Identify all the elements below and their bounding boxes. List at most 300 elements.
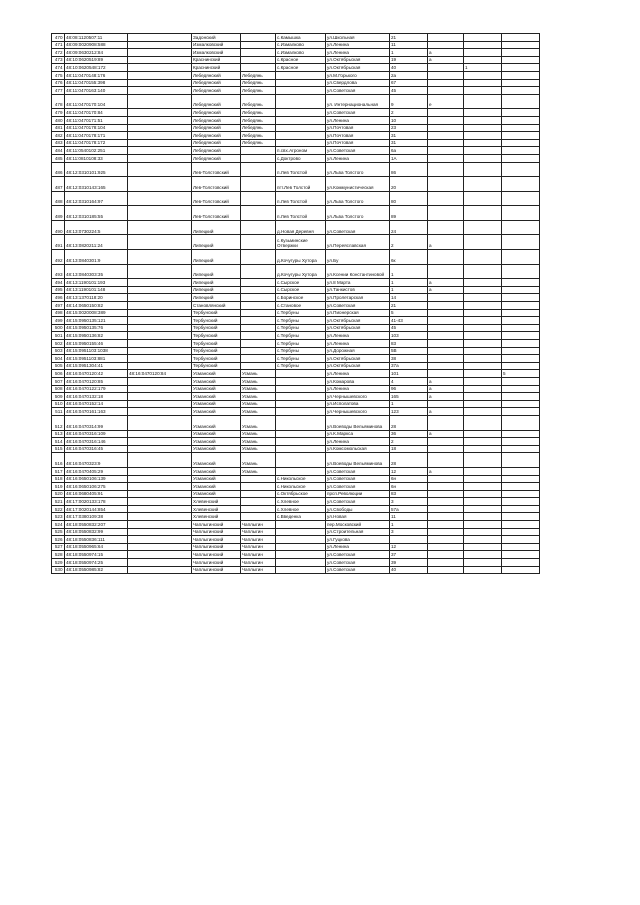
- row-number: 493: [52, 264, 65, 279]
- row-number: 524: [52, 521, 65, 529]
- street-name: ул.Новая: [326, 513, 390, 521]
- settlement-name: Усмань: [241, 393, 276, 401]
- cadastral-number: 48:11:0470148:176: [65, 71, 128, 79]
- cadastral-number: 48:15:0951103:881: [65, 355, 128, 363]
- settlement-name: Усмань: [241, 467, 276, 475]
- locality-name: с.Никольское: [276, 475, 326, 483]
- mark-column-1: [464, 528, 502, 536]
- cadastral-number-extra: [128, 400, 192, 408]
- house-number: 24: [390, 220, 428, 235]
- row-number: 504: [52, 355, 65, 363]
- row-number: 508: [52, 385, 65, 393]
- cadastral-number: 48:18:0550974:15: [65, 551, 128, 559]
- row-number: 471: [52, 41, 65, 49]
- house-letter: [428, 206, 464, 221]
- locality-name: [276, 467, 326, 475]
- row-number: 523: [52, 513, 65, 521]
- mark-column-1: [464, 415, 502, 430]
- row-number: 484: [52, 147, 65, 155]
- district-name: Усманский: [192, 438, 241, 446]
- settlement-name: [241, 324, 276, 332]
- district-name: Лебедянский: [192, 79, 241, 87]
- street-name: ул.Танкистов: [326, 286, 390, 294]
- mark-column-2: [502, 347, 540, 355]
- street-name: ул.Советская: [326, 498, 390, 506]
- house-number: 83: [390, 490, 428, 498]
- cadastral-number: 48:11:0540102:251: [65, 147, 128, 155]
- mark-column-1: [464, 467, 502, 475]
- house-letter: [428, 362, 464, 370]
- cadastral-number: 48:15:0020008:389: [65, 309, 128, 317]
- settlement-name: Усмань: [241, 408, 276, 416]
- street-name: ул.Ленина: [326, 385, 390, 393]
- house-letter: [428, 324, 464, 332]
- street-name: ул.Воеводы Вельяминова: [326, 415, 390, 430]
- row-number: 517: [52, 467, 65, 475]
- row-number: 470: [52, 34, 65, 42]
- cadastral-number-extra: [128, 94, 192, 109]
- cadastral-number-extra: [128, 505, 192, 513]
- cadastral-number-extra: [128, 177, 192, 192]
- mark-column-1: [464, 347, 502, 355]
- cadastral-number-extra: [128, 49, 192, 57]
- cadastral-number-extra: [128, 453, 192, 468]
- row-number: 511: [52, 408, 65, 416]
- district-name: Тербунский: [192, 317, 241, 325]
- settlement-name: Лебедянь: [241, 116, 276, 124]
- mark-column-1: [464, 250, 502, 265]
- cadastral-number-extra: [128, 87, 192, 95]
- house-letter: [428, 543, 464, 551]
- cadastral-number-extra: [128, 536, 192, 544]
- house-number: 31: [390, 139, 428, 147]
- row-number: 514: [52, 438, 65, 446]
- cadastral-number-extra: [128, 132, 192, 140]
- cadastral-number-extra: [128, 498, 192, 506]
- house-number: 23: [390, 124, 428, 132]
- district-name: Липецкий: [192, 294, 241, 302]
- row-number: 479: [52, 109, 65, 117]
- locality-name: с.Сырское: [276, 279, 326, 287]
- table-row: [52, 347, 540, 355]
- mark-column-2: [502, 154, 540, 162]
- cadastral-number-extra: [128, 347, 192, 355]
- mark-column-2: [502, 415, 540, 430]
- house-number: 1: [390, 286, 428, 294]
- table-row: [52, 206, 540, 221]
- cadastral-number-extra: [128, 317, 192, 325]
- cadastral-number: 48:16:0470122:179: [65, 385, 128, 393]
- street-name: ул.Советская: [326, 109, 390, 117]
- cadastral-number: 48:15:0950135:121: [65, 317, 128, 325]
- street-name: пер.Московский: [326, 521, 390, 529]
- cadastral-number: 48:11:0470163:140: [65, 87, 128, 95]
- house-number: 21: [390, 302, 428, 310]
- settlement-name: [241, 56, 276, 64]
- street-name: ул.Исполатова: [326, 400, 390, 408]
- street-name: ул.Советская: [326, 220, 390, 235]
- district-name: Усманский: [192, 445, 241, 453]
- district-name: Лебедянский: [192, 116, 241, 124]
- row-number: 502: [52, 340, 65, 348]
- house-letter: [428, 79, 464, 87]
- mark-column-2: [502, 355, 540, 363]
- cadastral-number-extra: [128, 415, 192, 430]
- cadastral-number-extra: 48:16:0470120:84: [128, 370, 192, 378]
- cadastral-number: 48:13:1190101:193: [65, 279, 128, 287]
- table-row: [52, 235, 540, 250]
- table-row: [52, 513, 540, 521]
- house-number: 37а: [390, 362, 428, 370]
- mark-column-2: [502, 340, 540, 348]
- house-number: 165: [390, 393, 428, 401]
- house-number: 20: [390, 177, 428, 192]
- house-number: 57а: [390, 505, 428, 513]
- house-letter: [428, 132, 464, 140]
- house-number: 41-43: [390, 317, 428, 325]
- street-name: прсп.Революции: [326, 490, 390, 498]
- mark-column-2: [502, 483, 540, 491]
- row-number: 510: [52, 400, 65, 408]
- house-number: 2а: [390, 71, 428, 79]
- cadastral-number: 48:08:1120507:11: [65, 34, 128, 42]
- locality-name: [276, 551, 326, 559]
- street-name: ул.Советская: [326, 87, 390, 95]
- settlement-name: Усмань: [241, 400, 276, 408]
- mark-column-1: [464, 264, 502, 279]
- mark-column-1: [464, 177, 502, 192]
- settlement-name: [241, 177, 276, 192]
- settlement-name: [241, 294, 276, 302]
- cadastral-number: 48:15:0951304:41: [65, 362, 128, 370]
- house-number: [390, 536, 428, 544]
- house-number: 19: [390, 56, 428, 64]
- street-name: ул.Октябрьская: [326, 362, 390, 370]
- settlement-name: [241, 34, 276, 42]
- mark-column-1: [464, 483, 502, 491]
- table-row: [52, 498, 540, 506]
- settlement-name: [241, 505, 276, 513]
- mark-column-2: [502, 498, 540, 506]
- house-number: 2: [390, 109, 428, 117]
- district-name: Липецкий: [192, 220, 241, 235]
- locality-name: [276, 430, 326, 438]
- locality-name: п.Лев Толстой: [276, 191, 326, 206]
- house-number: 11: [390, 513, 428, 521]
- cadastral-number-extra: [128, 302, 192, 310]
- cadastral-number-extra: [128, 566, 192, 574]
- settlement-name: Усмань: [241, 415, 276, 430]
- table-row: [52, 536, 540, 544]
- street-name: ул.Пионерская: [326, 309, 390, 317]
- table-row: [52, 49, 540, 57]
- cadastral-number: 48:18:0550832:207: [65, 521, 128, 529]
- row-number: 530: [52, 566, 65, 574]
- locality-name: [276, 400, 326, 408]
- cadastral-number: 48:11:0470171:51: [65, 116, 128, 124]
- mark-column-2: [502, 536, 540, 544]
- mark-column-2: [502, 521, 540, 529]
- district-name: Краснинский: [192, 56, 241, 64]
- house-number: 96: [390, 385, 428, 393]
- district-name: Задонский: [192, 34, 241, 42]
- mark-column-1: [464, 206, 502, 221]
- row-number: 525: [52, 528, 65, 536]
- table-row: [52, 294, 540, 302]
- settlement-name: [241, 154, 276, 162]
- cadastral-number: 48:16:0470316:109: [65, 430, 128, 438]
- cadastral-number: 48:14:0650150:82: [65, 302, 128, 310]
- table-row: [52, 385, 540, 393]
- settlement-name: Лебедянь: [241, 79, 276, 87]
- district-name: Лебедянский: [192, 154, 241, 162]
- cadastral-number-extra: [128, 41, 192, 49]
- mark-column-2: [502, 139, 540, 147]
- settlement-name: [241, 498, 276, 506]
- house-letter: [428, 147, 464, 155]
- mark-column-2: [502, 124, 540, 132]
- table-row: [52, 56, 540, 64]
- cadastral-number-extra: [128, 235, 192, 250]
- row-number: 528: [52, 551, 65, 559]
- settlement-name: [241, 162, 276, 177]
- mark-column-2: [502, 34, 540, 42]
- locality-name: с.Становое: [276, 302, 326, 310]
- row-number: 489: [52, 206, 65, 221]
- row-number: 498: [52, 309, 65, 317]
- locality-name: с.Красное: [276, 64, 326, 72]
- cadastral-number: 48:11:0470170:84: [65, 109, 128, 117]
- settlement-name: [241, 475, 276, 483]
- house-letter: [428, 340, 464, 348]
- locality-name: д.Новая Деревня: [276, 220, 326, 235]
- house-number: 5В: [390, 347, 428, 355]
- table-row: [52, 286, 540, 294]
- cadastral-number: 48:13:1190101:148: [65, 286, 128, 294]
- settlement-name: Лебедянь: [241, 71, 276, 79]
- cadastral-number: 48:11:0470178:104: [65, 124, 128, 132]
- mark-column-1: [464, 559, 502, 567]
- cadastral-number: 48:16:0470316:146: [65, 438, 128, 446]
- cadastral-number: 48:11:0470178:172: [65, 139, 128, 147]
- street-name: ул.Ксении Константиновой: [326, 264, 390, 279]
- cadastral-number: 48:16:0470316:45: [65, 445, 128, 453]
- row-number: 482: [52, 132, 65, 140]
- mark-column-1: [464, 317, 502, 325]
- district-name: Измалковский: [192, 41, 241, 49]
- row-number: 496: [52, 294, 65, 302]
- settlement-name: [241, 309, 276, 317]
- cadastral-number: 48:16:0470314:99: [65, 415, 128, 430]
- street-name: ул.8 Марта: [326, 279, 390, 287]
- street-name: ул.Октябрьская: [326, 324, 390, 332]
- mark-column-2: [502, 513, 540, 521]
- house-number: 31: [390, 132, 428, 140]
- table-row: [52, 124, 540, 132]
- cadastral-number-extra: [128, 490, 192, 498]
- table-row: [52, 132, 540, 140]
- settlement-name: Лебедянь: [241, 124, 276, 132]
- district-name: Лебедянский: [192, 109, 241, 117]
- settlement-name: Чаплыгин: [241, 543, 276, 551]
- table-row: [52, 362, 540, 370]
- mark-column-1: [464, 109, 502, 117]
- street-name: ул.Воеводы Вельяминова: [326, 453, 390, 468]
- locality-name: с.Тербуны: [276, 317, 326, 325]
- mark-column-2: [502, 94, 540, 109]
- district-name: Тербунский: [192, 332, 241, 340]
- mark-column-2: [502, 559, 540, 567]
- settlement-name: Усмань: [241, 377, 276, 385]
- settlement-name: [241, 332, 276, 340]
- street-name: ул.Советская: [326, 551, 390, 559]
- settlement-name: [241, 355, 276, 363]
- cadastral-number-extra: [128, 64, 192, 72]
- row-number: 483: [52, 139, 65, 147]
- house-number: 40: [390, 64, 428, 72]
- settlement-name: Чаплыгин: [241, 566, 276, 574]
- table-row: [52, 415, 540, 430]
- settlement-name: [241, 483, 276, 491]
- house-number: 9: [390, 94, 428, 109]
- locality-name: д.Кочугуры Хутора: [276, 264, 326, 279]
- street-name: ул.Строительная: [326, 528, 390, 536]
- locality-name: [276, 393, 326, 401]
- house-letter: [428, 116, 464, 124]
- table-row: [52, 154, 540, 162]
- cadastral-number: 48:18:0550974:25: [65, 559, 128, 567]
- cadastral-number-extra: [128, 521, 192, 529]
- row-number: 491: [52, 235, 65, 250]
- table-row: [52, 116, 540, 124]
- house-number: 21: [390, 34, 428, 42]
- locality-name: п.Лев Толстой: [276, 162, 326, 177]
- row-number: 475: [52, 71, 65, 79]
- district-name: Лев-Толстовский: [192, 177, 241, 192]
- cadastral-number: 48:11:0470170:104: [65, 94, 128, 109]
- house-letter: [428, 453, 464, 468]
- settlement-name: Усмань: [241, 385, 276, 393]
- house-number: 2: [390, 235, 428, 250]
- row-number: 486: [52, 162, 65, 177]
- locality-name: с.Измалково: [276, 49, 326, 57]
- house-number: 6н: [390, 475, 428, 483]
- table-row: [52, 475, 540, 483]
- street-name: ул.Ленина: [326, 332, 390, 340]
- locality-name: пгт.Лев Толстой: [276, 177, 326, 192]
- mark-column-1: [464, 475, 502, 483]
- house-letter: [428, 109, 464, 117]
- cadastral-number: 48:16:0470120:85: [65, 377, 128, 385]
- cadastral-number: 48:17:0020133:178: [65, 498, 128, 506]
- mark-column-2: [502, 286, 540, 294]
- mark-column-2: [502, 250, 540, 265]
- house-number: 3: [390, 498, 428, 506]
- house-letter: [428, 332, 464, 340]
- district-name: Липецкий: [192, 279, 241, 287]
- house-letter: а: [428, 408, 464, 416]
- house-number: 86: [390, 162, 428, 177]
- table-row: [52, 139, 540, 147]
- locality-name: с.Тербуны: [276, 340, 326, 348]
- row-number: 481: [52, 124, 65, 132]
- cadastral-number-extra: [128, 294, 192, 302]
- locality-name: [276, 453, 326, 468]
- street-name: ул.Ленина: [326, 154, 390, 162]
- district-name: Усманский: [192, 430, 241, 438]
- table-row: [52, 521, 540, 529]
- house-number: 2: [390, 438, 428, 446]
- mark-column-1: [464, 116, 502, 124]
- house-number: 1А: [390, 154, 428, 162]
- mark-column-2: [502, 377, 540, 385]
- cadastral-number: 48:12:0310143:165: [65, 177, 128, 192]
- mark-column-2: [502, 385, 540, 393]
- house-letter: а: [428, 49, 464, 57]
- district-name: Усманский: [192, 400, 241, 408]
- street-name: ул.Чернышевского: [326, 393, 390, 401]
- locality-name: [276, 408, 326, 416]
- house-letter: [428, 521, 464, 529]
- table-row: [52, 324, 540, 332]
- district-name: Усманский: [192, 453, 241, 468]
- cadastral-number-extra: [128, 332, 192, 340]
- street-name: ул.К.Маркса: [326, 430, 390, 438]
- house-letter: [428, 191, 464, 206]
- house-number: 5: [390, 309, 428, 317]
- row-number: 521: [52, 498, 65, 506]
- mark-column-1: [464, 498, 502, 506]
- table-row: [52, 340, 540, 348]
- house-number: 6н: [390, 483, 428, 491]
- locality-name: с.Тербуны: [276, 324, 326, 332]
- locality-name: [276, 536, 326, 544]
- mark-column-1: [464, 490, 502, 498]
- row-number: 522: [52, 505, 65, 513]
- table-row: [52, 430, 540, 438]
- house-number: 37: [390, 551, 428, 559]
- house-letter: [428, 309, 464, 317]
- cadastral-number: 48:11:0470155:398: [65, 79, 128, 87]
- mark-column-1: [464, 521, 502, 529]
- cadastral-number: 48:12:0310164:97: [65, 191, 128, 206]
- house-letter: а: [428, 286, 464, 294]
- house-letter: [428, 220, 464, 235]
- house-number: 1: [390, 521, 428, 529]
- street-name: ул.Льва Толстого: [326, 162, 390, 177]
- table-row: [52, 177, 540, 192]
- settlement-name: Чаплыгин: [241, 528, 276, 536]
- street-name: ул.Советская: [326, 566, 390, 574]
- house-number: 1: [390, 279, 428, 287]
- table-row: [52, 317, 540, 325]
- cadastral-number: 48:09:0630212:84: [65, 49, 128, 57]
- cadastral-number-extra: [128, 377, 192, 385]
- district-name: Лебедянский: [192, 147, 241, 155]
- district-name: Лебедянский: [192, 87, 241, 95]
- street-name: ул.Переяславская: [326, 235, 390, 250]
- locality-name: [276, 132, 326, 140]
- cadastral-number-extra: [128, 286, 192, 294]
- locality-name: с.Тербуны: [276, 355, 326, 363]
- street-name: ул.Ленина: [326, 116, 390, 124]
- house-letter: [428, 355, 464, 363]
- cadastral-number-extra: [128, 264, 192, 279]
- street-name: ул.Комарова: [326, 377, 390, 385]
- mark-column-1: [464, 453, 502, 468]
- settlement-name: Лебедянь: [241, 94, 276, 109]
- district-name: Чаплыгинский: [192, 566, 241, 574]
